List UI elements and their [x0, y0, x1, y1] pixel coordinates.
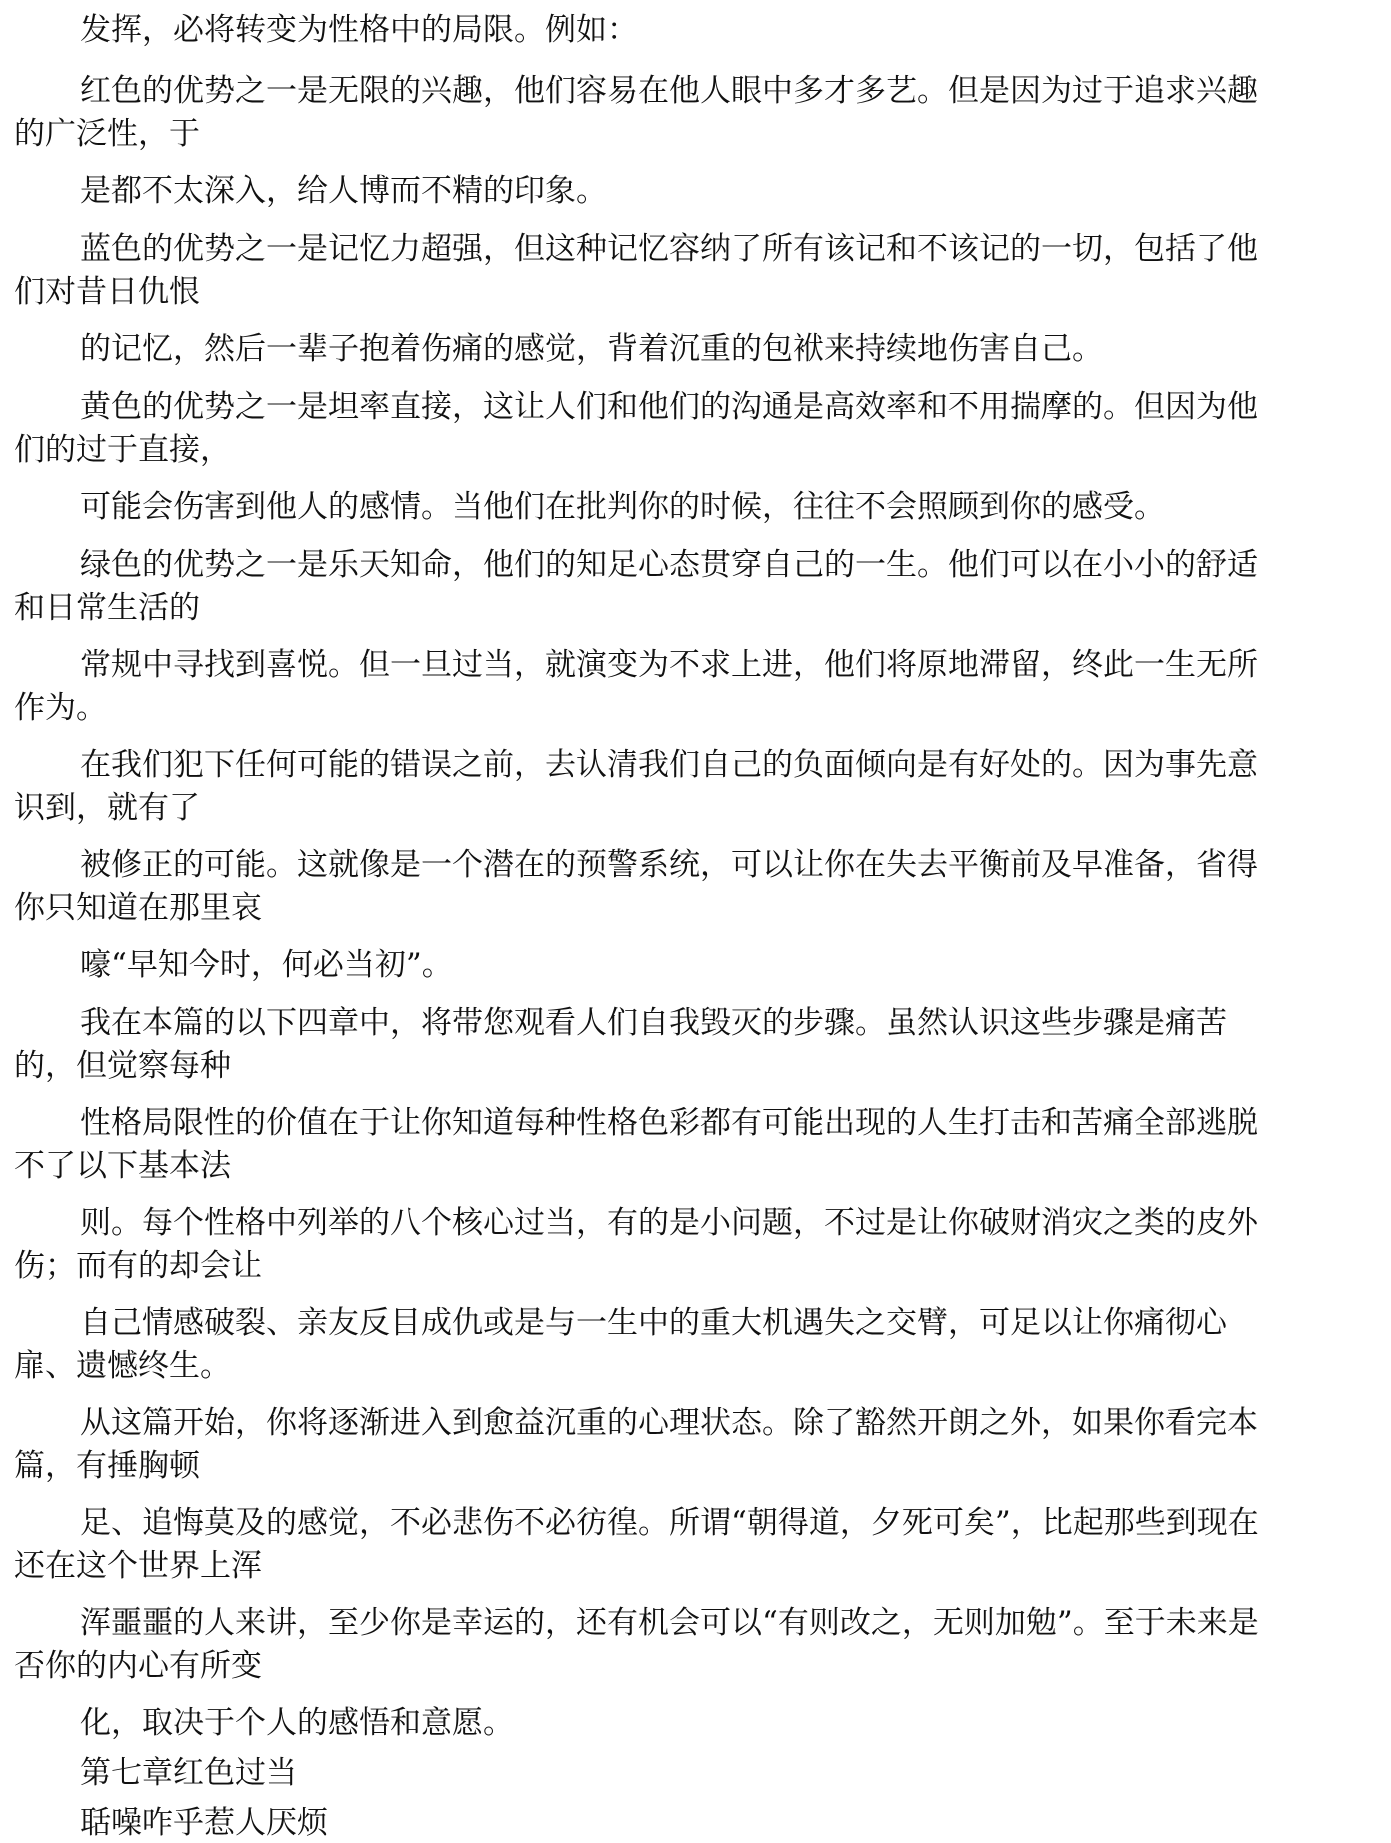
text-line: 则。每个性格中列举的八个核心过当，有的是小问题，不过是让你破财消灾之类的皮外 [80, 1205, 1258, 1241]
text-line: 化，取决于个人的感悟和意愿。 [80, 1705, 514, 1741]
chapter-heading: 第七章红色过当 [80, 1755, 297, 1791]
text-line: 还在这个世界上浑 [14, 1548, 262, 1584]
text-line: 被修正的可能。这就像是一个潜在的预警系统，可以让你在失去平衡前及早准备，省得 [80, 847, 1258, 883]
text-line: 扉、遗憾终生。 [14, 1348, 231, 1384]
text-line: 足、追悔莫及的感觉，不必悲伤不必彷徨。所谓“朝得道，夕死可矣”，比起那些到现在 [80, 1505, 1259, 1541]
text-line: 们对昔日仇恨 [14, 274, 200, 310]
text-line: 篇，有捶胸顿 [14, 1448, 200, 1484]
text-line: 浑噩噩的人来讲，至少你是幸运的，还有机会可以“有则改之，无则加勉”。至于未来是 [80, 1605, 1259, 1641]
text-line: 你只知道在那里哀 [14, 890, 262, 926]
text-line: 黄色的优势之一是坦率直接，这让人们和他们的沟通是高效率和不用揣摩的。但因为他 [80, 389, 1258, 425]
text-line: 红色的优势之一是无限的兴趣，他们容易在他人眼中多才多艺。但是因为过于追求兴趣 [80, 73, 1258, 109]
chapter-subtitle: 聒噪咋乎惹人厌烦 [80, 1805, 328, 1841]
text-line: 不了以下基本法 [14, 1148, 231, 1184]
text-line: 在我们犯下任何可能的错误之前，去认清我们自己的负面倾向是有好处的。因为事先意 [80, 747, 1258, 783]
text-line: 作为。 [14, 690, 107, 726]
text-line: 绿色的优势之一是乐天知命，他们的知足心态贯穿自己的一生。他们可以在小小的舒适 [80, 547, 1258, 583]
text-line: 自己情感破裂、亲友反目成仇或是与一生中的重大机遇失之交臂，可足以让你痛彻心 [80, 1305, 1227, 1341]
text-line: 可能会伤害到他人的感情。当他们在批判你的时候，往往不会照顾到你的感受。 [80, 489, 1165, 525]
text-line: 们的过于直接， [14, 432, 231, 468]
text-line: 从这篇开始，你将逐渐进入到愈益沉重的心理状态。除了豁然开朗之外，如果你看完本 [80, 1405, 1258, 1441]
text-line: 的广泛性，于 [14, 116, 200, 152]
text-line: 嚎“早知今时，何必当初”。 [80, 947, 453, 983]
text-line: 是都不太深入，给人博而不精的印象。 [80, 173, 607, 209]
text-line: 性格局限性的价值在于让你知道每种性格色彩都有可能出现的人生打击和苦痛全部逃脱 [80, 1105, 1258, 1141]
text-line: 识到，就有了 [14, 790, 200, 826]
text-line: 的，但觉察每种 [14, 1048, 231, 1084]
text-line: 常规中寻找到喜悦。但一旦过当，就演变为不求上进，他们将原地滞留，终此一生无所 [80, 647, 1258, 683]
text-line: 蓝色的优势之一是记忆力超强，但这种记忆容纳了所有该记和不该记的一切，包括了他 [80, 231, 1258, 267]
text-line: 发挥，必将转变为性格中的局限。例如： [80, 12, 638, 48]
text-line: 我在本篇的以下四章中，将带您观看人们自我毁灭的步骤。虽然认识这些步骤是痛苦 [80, 1005, 1227, 1041]
text-line: 否你的内心有所变 [14, 1648, 262, 1684]
text-line: 的记忆，然后一辈子抱着伤痛的感觉，背着沉重的包袱来持续地伤害自己。 [80, 331, 1103, 367]
text-line: 伤；而有的却会让 [14, 1248, 262, 1284]
text-line: 和日常生活的 [14, 590, 200, 626]
